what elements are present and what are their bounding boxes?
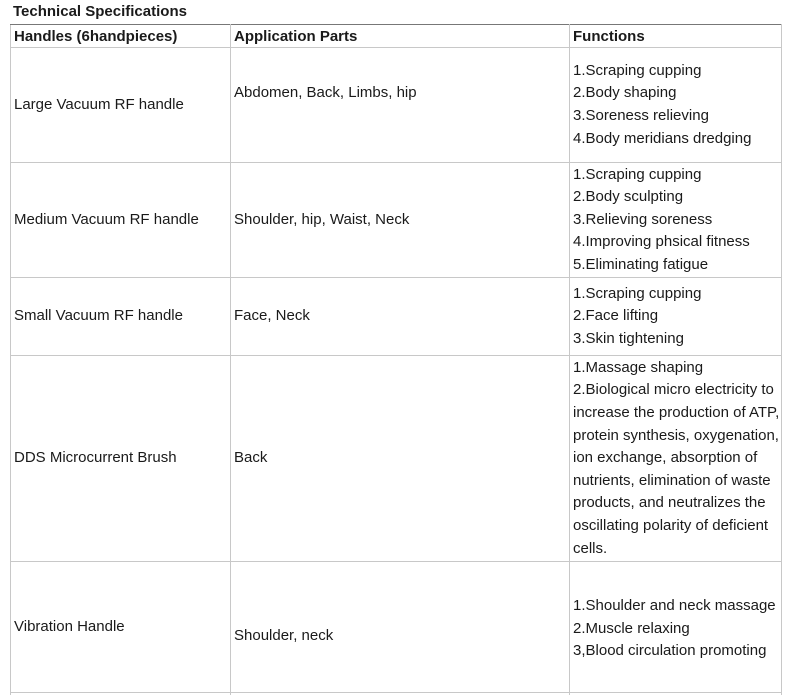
- functions-cell: [570, 562, 782, 693]
- application-parts: Abdomen, Back, Limbs, hip: [234, 83, 417, 101]
- function-item: 3.Skin tightening: [573, 329, 684, 347]
- table-row: [11, 562, 782, 693]
- handle-cell: [11, 163, 231, 278]
- function-item: 1.Scraping cupping: [573, 61, 702, 79]
- function-item: 2.Muscle relaxing: [573, 619, 690, 637]
- handle-cell: [11, 562, 231, 693]
- handle-name: DDS Microcurrent Brush: [14, 449, 177, 467]
- functions-list: [573, 357, 781, 560]
- handle-cell: [11, 48, 231, 163]
- function-item: 3.Soreness relieving: [573, 107, 709, 124]
- application-parts: Shoulder, neck: [234, 626, 334, 644]
- header-functions: Functions: [570, 25, 782, 48]
- function-item: 2.Biological micro electricity to increase the production of ATP, protein synthesis, oxygenation, ion exchange, absorption of nutrients, elimination of waste products, and neutralizes the oscillating polarity of deficient cells.: [573, 381, 780, 557]
- parts-cell: [231, 278, 570, 356]
- functions-cell: [570, 278, 782, 356]
- handle-name: Vibration Handle: [14, 617, 125, 635]
- parts-cell: [231, 48, 570, 163]
- function-item: 1.Scraping cupping: [573, 165, 702, 183]
- application-parts: Face, Neck: [234, 307, 310, 325]
- table-row: [11, 278, 782, 356]
- function-item: 1.Scraping cupping: [573, 284, 702, 302]
- functions-list: [573, 164, 781, 277]
- header-application-parts: Application Parts: [231, 25, 570, 48]
- functions-cell: [570, 356, 782, 562]
- function-item: 1.Massage shaping: [573, 358, 704, 376]
- functions-cell: [570, 163, 782, 278]
- function-item: 5.Eliminating fatigue: [573, 255, 709, 273]
- application-parts: Shoulder, hip, Waist, Neck: [234, 210, 410, 228]
- table-row: [11, 356, 782, 562]
- page-title: Technical Specifications: [13, 3, 187, 20]
- table-row: [11, 163, 782, 278]
- handle-name: Medium Vacuum RF handle: [14, 210, 199, 228]
- function-item: 3.Relieving soreness: [573, 210, 713, 228]
- application-parts: Back: [234, 449, 268, 467]
- function-item: 1.Shoulder and neck massage: [573, 597, 776, 615]
- functions-list: [573, 283, 781, 351]
- handle-cell: [11, 278, 231, 356]
- header-row: [11, 25, 782, 48]
- function-item: 2.Body sculpting: [573, 188, 684, 206]
- spec-table: [10, 24, 782, 695]
- parts-cell: [231, 163, 570, 278]
- function-item: 2.Face lifting: [573, 307, 659, 325]
- table-row: [11, 48, 782, 163]
- handle-cell: [11, 356, 231, 562]
- function-item: 4.Body meridians dredging: [573, 129, 752, 147]
- parts-cell: [231, 562, 570, 693]
- functions-list: [573, 60, 781, 150]
- handle-name: Small Vacuum RF handle: [14, 307, 183, 325]
- handle-name: Large Vacuum RF handle: [14, 95, 184, 113]
- function-item: 2.Body shaping: [573, 84, 677, 102]
- header-handles: Handles (6handpieces): [11, 25, 231, 48]
- functions-list: [573, 595, 781, 663]
- parts-cell: [231, 356, 570, 562]
- functions-cell: [570, 48, 782, 163]
- function-item: 3,Blood circulation promoting: [573, 642, 767, 660]
- function-item: 4.Improving phsical fitness: [573, 233, 750, 251]
